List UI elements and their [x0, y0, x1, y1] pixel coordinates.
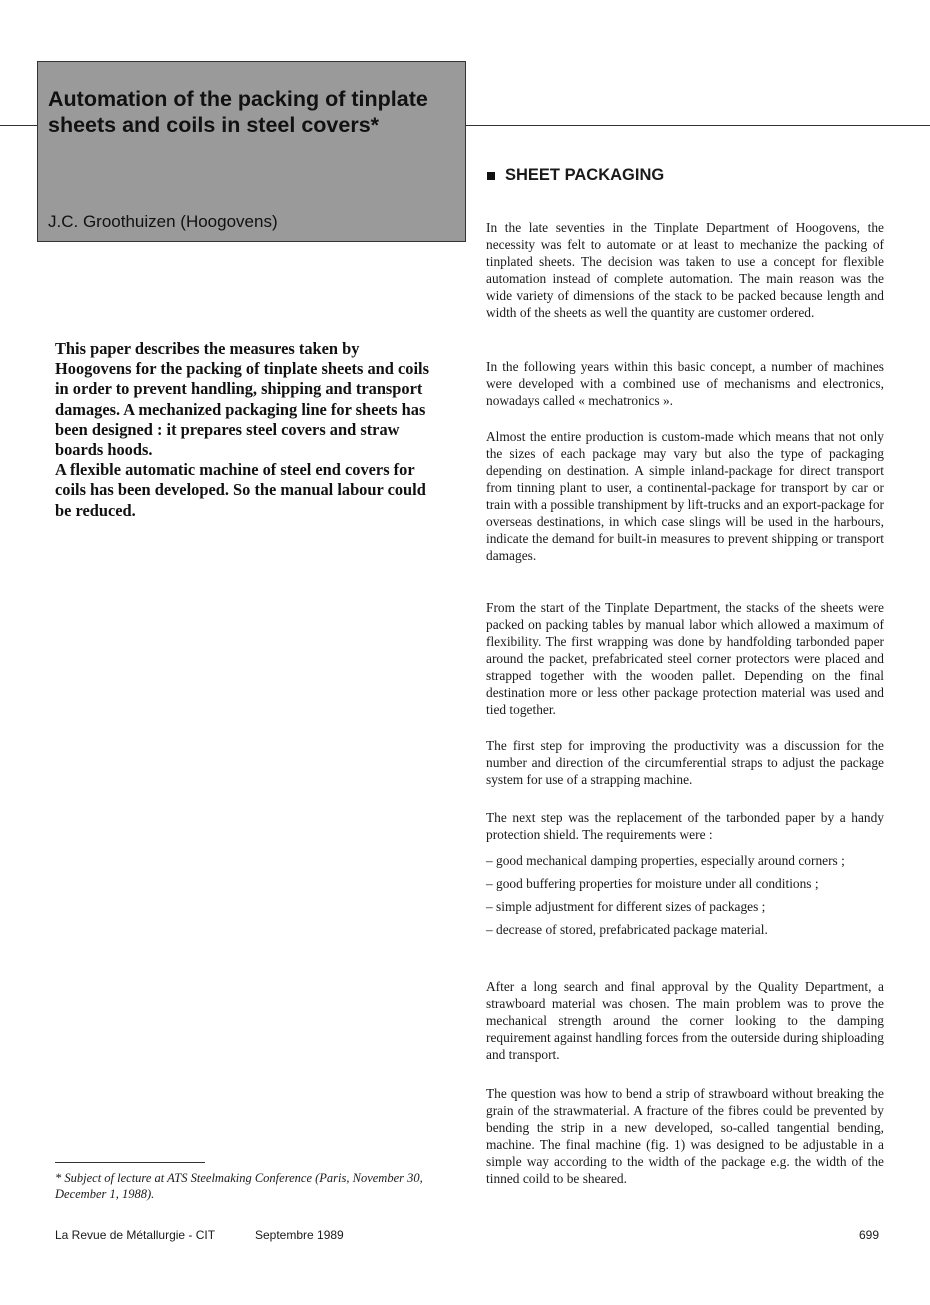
footer-journal: La Revue de Métallurgie - CIT: [55, 1228, 216, 1242]
body-paragraph: The question was how to bend a strip of strawboard without breaking the grain of the strawmaterial. A fracture of the fibres could be prevented by bending the strip in a new developed, so-called tangential bending, machine. The final machine (fig. 1) was designed to be adjustable in a simple way according to the width of the package e.g. the width of the tinned coild to be sheared.: [486, 1086, 884, 1186]
body-paragraph: In the late seventies in the Tinplate Department of Hoogovens, the necessity was felt to automate or at least to mechanize the packing of tinplated sheets. The decision was taken to use a concept for flexible automation instead of complete automation. The main reason was the wide variety of dimensions of the stack to be packed because length and width of the sheets as well the quantity are customer ordered.: [486, 220, 884, 320]
body-column-block: [486, 809, 884, 843]
body-column-block: [486, 978, 884, 1063]
footnote-rule: [55, 1162, 205, 1163]
body-column-block: [486, 1085, 884, 1187]
list-item: – decrease of stored, prefabricated package material.: [486, 922, 768, 937]
title-box: [37, 61, 466, 242]
abstract-paragraph: A flexible automatic machine of steel end covers for coils has been developed. So the manual labour could be reduced.: [55, 460, 426, 520]
article-title: Automation of the packing of tinplate sheets and coils in steel covers*: [48, 87, 428, 137]
body-paragraph: Almost the entire production is custom-made which means that not only the sizes of each package may vary but also the type of packaging depending on destination. A simple inland-package for direct transport from tinning plant to user, a continental-package for transport by car or train with a possible transhipment by lift-trucks and an export-package for overseas destinations, in which case slings will be used in the harbours, indicate the demand for built-in measures to prevent shipping or transport damages.: [486, 429, 884, 563]
body-column-block: [486, 358, 884, 409]
body-column-block: [486, 219, 884, 321]
body-paragraph: In the following years within this basic concept, a number of machines were developed with a combined use of mechanisms and electronics, nowadays called « mechatronics ».: [486, 359, 884, 408]
requirements-list-block: [486, 852, 884, 944]
footnote: * Subject of lecture at ATS Steelmaking Conference (Paris, November 30, December 1, 1988).: [55, 1171, 423, 1201]
body-column-block: [486, 428, 884, 564]
requirements-list: [486, 852, 884, 938]
author: J.C. Groothuizen (Hoogovens): [48, 212, 278, 231]
list-item: – good buffering properties for moisture under all conditions ;: [486, 876, 819, 891]
body-paragraph: The next step was the replacement of the tarbonded paper by a handy protection shield. The requirements were :: [486, 810, 884, 842]
footer-date: Septembre 1989: [255, 1228, 344, 1242]
abstract: [55, 339, 435, 521]
page-number: 699: [859, 1228, 880, 1242]
square-bullet-icon: [487, 172, 495, 180]
body-column-block: [486, 599, 884, 718]
section-heading: [487, 166, 664, 185]
abstract-paragraph: This paper describes the measures taken by Hoogovens for the packing of tinplate sheets and coils in order to prevent handling, shipping and transport damages. A mechanized packaging line for sheets has been designed : it prepares steel covers and straw boards hoods.: [55, 339, 429, 460]
body-paragraph: After a long search and final approval by the Quality Department, a strawboard material was chosen. The main problem was to prove the mechanical strength around the corner looking to the damping requirement against handling forces from the outerside during shiploading and transport.: [486, 979, 884, 1062]
body-column-block: [486, 737, 884, 788]
header-rule-right: [466, 125, 930, 126]
body-paragraph: The first step for improving the productivity was a discussion for the number and direction of the circumferential straps to adjust the package system for use of a strapping machine.: [486, 738, 884, 787]
section-heading-text: SHEET PACKAGING: [505, 166, 665, 184]
list-item: – good mechanical damping properties, especially around corners ;: [486, 853, 845, 868]
body-paragraph: From the start of the Tinplate Department, the stacks of the sheets were packed on packing tables by manual labor which allowed a maximum of flexibility. The first wrapping was done by handfolding tarbonded paper around the packet, prefabricated steel corner protectors were placed and strapped together with the wooden pallet. Depending on the final destination more or less other package protection material was used and tied together.: [486, 600, 884, 717]
header-rule-left: [0, 125, 40, 126]
list-item: – simple adjustment for different sizes of packages ;: [486, 899, 766, 914]
